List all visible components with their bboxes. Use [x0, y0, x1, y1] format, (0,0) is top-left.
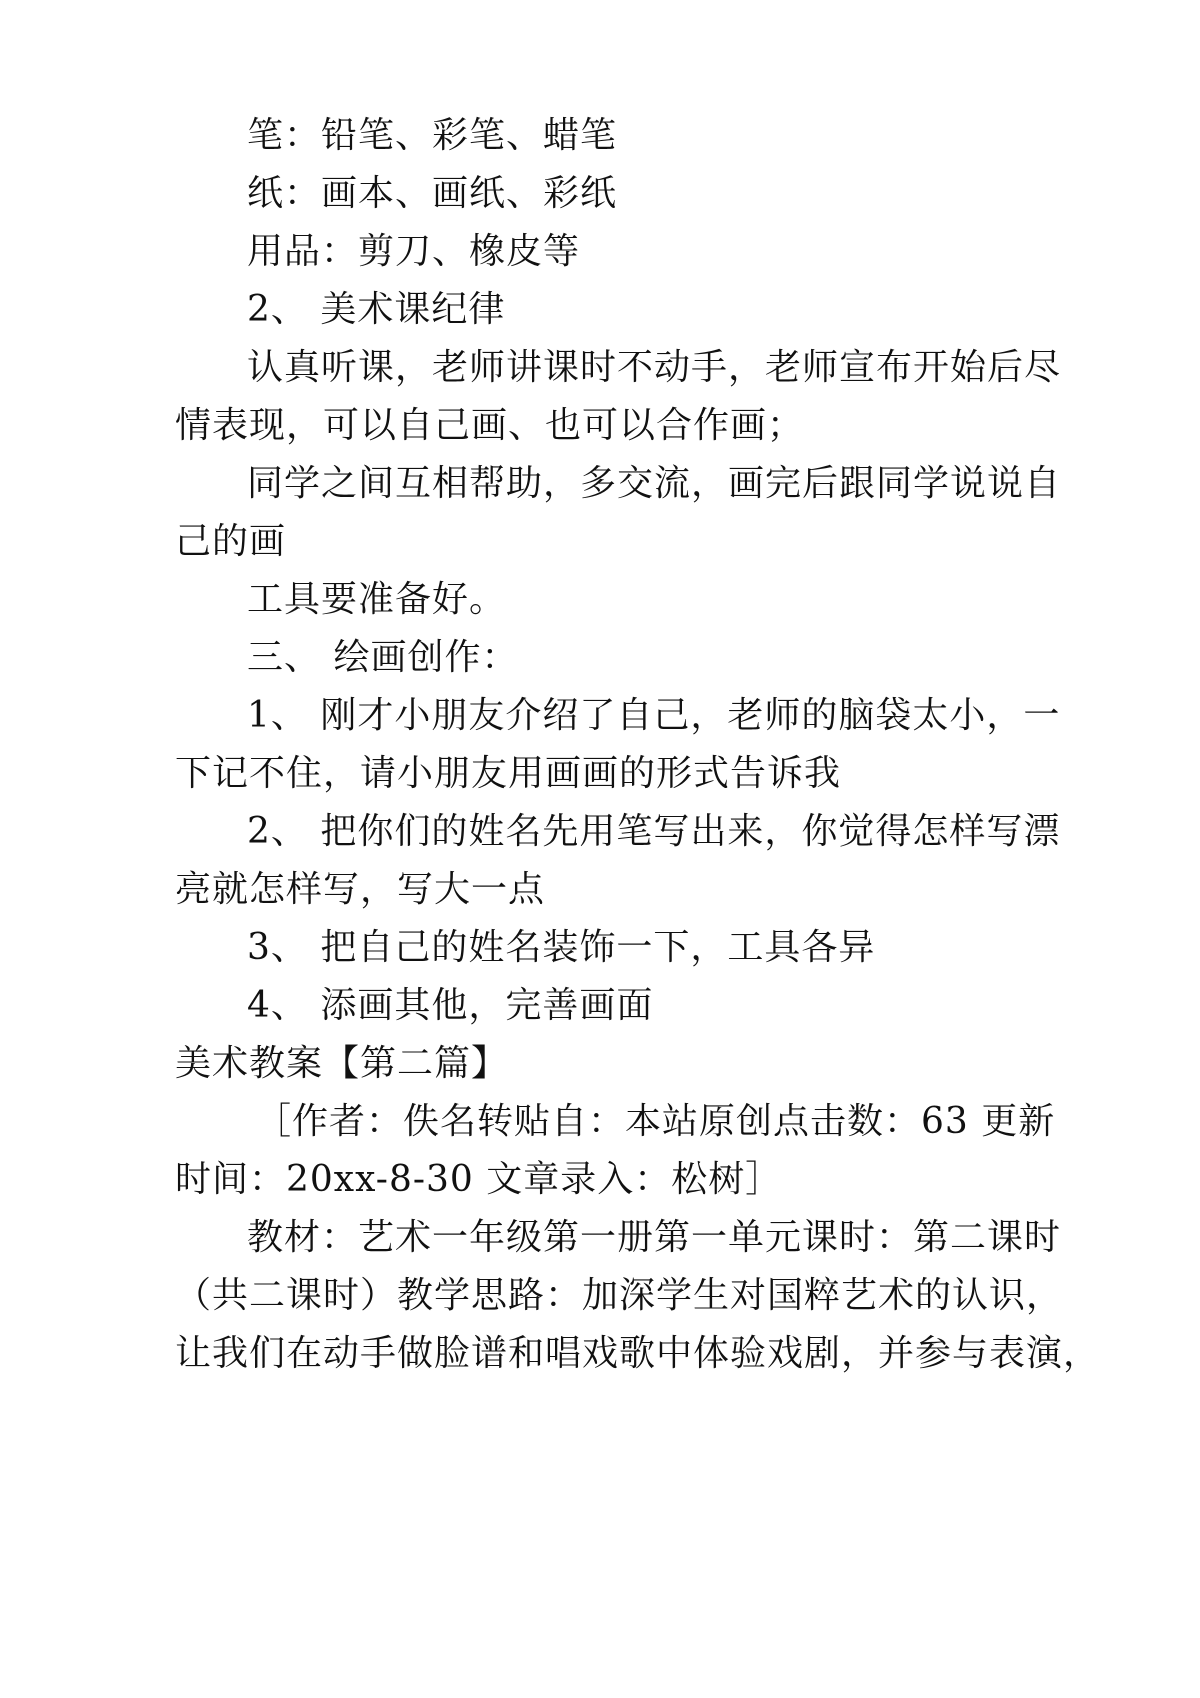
text-line-step-2: 2、 把你们的姓名先用笔写出来，你觉得怎样写漂: [247, 811, 1061, 852]
text-line-rule-listen-cont: 情表现，可以自己画、也可以合作画；: [175, 405, 805, 446]
text-line-rule-help-cont: 己的画: [175, 521, 287, 562]
text-line-paper-supplies: 纸：画本、画纸、彩纸: [247, 173, 618, 214]
section-heading-drawing: 三、 绘画创作：: [247, 637, 519, 678]
text-line-rule-listen: 认真听课，老师讲课时不动手，老师宣布开始后尽: [247, 347, 1062, 388]
text-line-pen-supplies: 笔：铅笔、彩笔、蜡笔: [247, 115, 618, 156]
section-title-second-lesson: 美术教案【第二篇】: [175, 1043, 509, 1084]
text-line-step-2-cont: 亮就怎样写，写大一点: [175, 869, 546, 910]
text-line-meta-cont: 时间：20xx-8-30 文章录入：松树］: [175, 1159, 783, 1200]
text-line-materials-cont-2: 让我们在动手做脸谱和唱戏歌中体验戏剧，并参与表演，: [175, 1333, 1101, 1374]
text-line-step-1-cont: 下记不住，请小朋友用画画的形式告诉我: [175, 753, 842, 794]
text-line-rule-help: 同学之间互相帮助，多交流，画完后跟同学说说自: [247, 463, 1062, 504]
text-line-materials-cont: （共二课时）教学思路：加深学生对国粹艺术的认识，: [175, 1275, 1064, 1316]
text-line-rule-tools: 工具要准备好。: [247, 579, 507, 620]
text-line-materials: 教材：艺术一年级第一册第一单元课时：第二课时: [247, 1217, 1062, 1258]
text-line-other-supplies: 用品：剪刀、橡皮等: [247, 231, 581, 272]
text-line-meta: ［作者：佚名转贴自：本站原创点击数：63 更新: [255, 1101, 1056, 1142]
text-line-step-3: 3、 把自己的姓名装饰一下，工具各异: [247, 927, 876, 968]
text-line-step-4: 4、 添画其他，完善画面: [247, 985, 654, 1026]
text-line-class-rules-heading: 2、 美术课纪律: [247, 289, 506, 330]
text-line-step-1: 1、 刚才小朋友介绍了自己，老师的脑袋太小，一: [247, 695, 1061, 736]
